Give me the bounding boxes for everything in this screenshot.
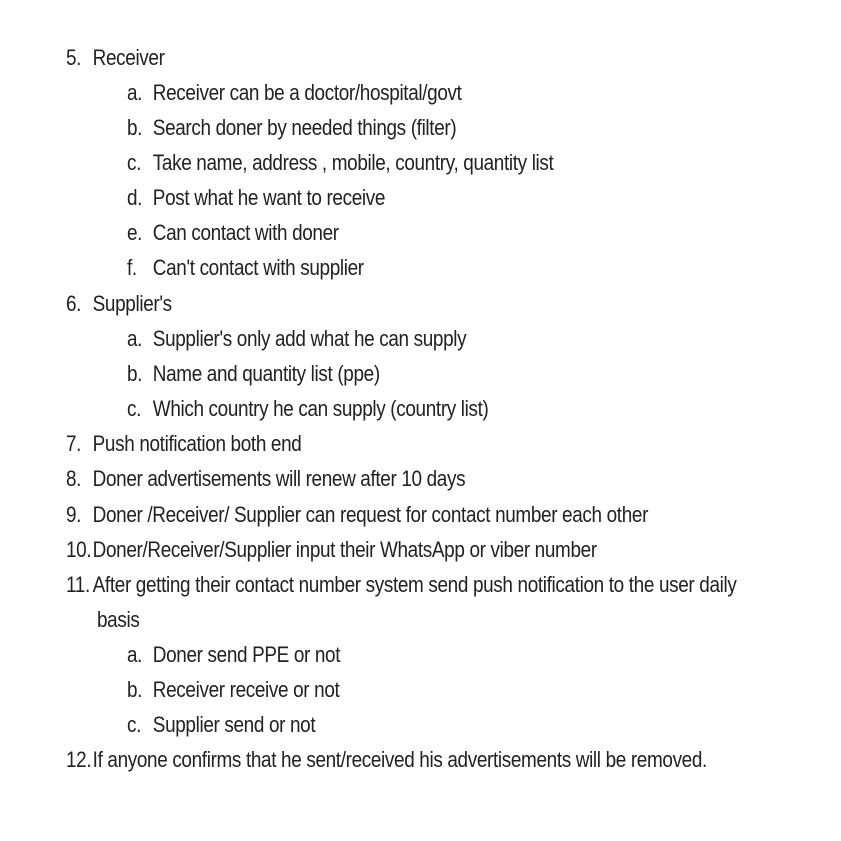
- sub-letter: d.: [127, 185, 143, 210]
- list-item-7: [66, 430, 301, 458]
- list-item-6: [66, 290, 172, 318]
- list-item-text: Doner advertisements will renew after 10 days: [92, 466, 466, 491]
- sub-letter: b.: [127, 677, 143, 702]
- list-item-8: [66, 465, 465, 493]
- list-item-text: Supplier's: [92, 291, 172, 316]
- list-item-text: After getting their contact number system send push notification to the user daily: [92, 572, 737, 597]
- list-item-text: If anyone confirms that he sent/received his advertisements will be removed.: [92, 747, 707, 772]
- list-number: 10.: [66, 537, 92, 562]
- list-item-12: [66, 746, 707, 774]
- sub-item-5d: [127, 184, 385, 212]
- list-number: 12.: [66, 747, 92, 772]
- sub-item-11b: [127, 676, 339, 704]
- sub-letter: f.: [127, 255, 137, 280]
- list-item-text: Receiver: [92, 45, 165, 70]
- sub-item-11c: [127, 711, 315, 739]
- list-item-text: Doner/Receiver/Supplier input their WhatsApp or viber number: [92, 537, 597, 562]
- sub-item-6c: [127, 395, 489, 423]
- list-item-9: [66, 501, 648, 529]
- sub-item-text: Supplier's only add what he can supply: [152, 326, 467, 351]
- list-number: 9.: [66, 502, 82, 527]
- sub-item-5f: [127, 254, 364, 282]
- list-number: 5.: [66, 45, 82, 70]
- sub-letter: e.: [127, 220, 143, 245]
- list-item-10: [66, 536, 597, 564]
- sub-item-text: Name and quantity list (ppe): [152, 361, 380, 386]
- list-item-text: Push notification both end: [92, 431, 302, 456]
- sub-letter: c.: [127, 150, 142, 175]
- sub-item-6a: [127, 325, 466, 353]
- list-item-5: [66, 44, 165, 72]
- sub-letter: b.: [127, 361, 143, 386]
- sub-item-text: Doner send PPE or not: [152, 642, 341, 667]
- sub-item-text: Take name, address , mobile, country, quantity list: [152, 150, 554, 175]
- sub-letter: c.: [127, 712, 142, 737]
- sub-item-text: Which country he can supply (country list): [152, 396, 489, 421]
- sub-item-5b: [127, 114, 456, 142]
- sub-item-5a: [127, 79, 462, 107]
- list-item-text-continuation: basis: [97, 607, 140, 632]
- sub-letter: a.: [127, 80, 143, 105]
- sub-item-text: Can't contact with supplier: [152, 255, 364, 280]
- cut-off-text-line: [130, 0, 600, 6]
- list-number: 7.: [66, 431, 82, 456]
- sub-item-text: Can contact with doner: [152, 220, 339, 245]
- sub-letter: a.: [127, 326, 143, 351]
- sub-letter: a.: [127, 642, 143, 667]
- sub-item-5e: [127, 219, 339, 247]
- sub-letter: b.: [127, 115, 143, 140]
- sub-item-text: Post what he want to receive: [152, 185, 386, 210]
- list-number: 6.: [66, 291, 82, 316]
- list-item-11: [66, 571, 736, 599]
- sub-item-text: Receiver can be a doctor/hospital/govt: [152, 80, 462, 105]
- sub-item-6b: [127, 360, 380, 388]
- sub-item-text: Receiver receive or not: [152, 677, 340, 702]
- sub-item-text: Search doner by needed things (filter): [152, 115, 457, 140]
- sub-item-5c: [127, 149, 553, 177]
- list-number: 11.: [66, 572, 90, 597]
- list-number: 8.: [66, 466, 82, 491]
- list-item-11-continuation: [97, 606, 139, 634]
- list-item-text: Doner /Receiver/ Supplier can request for contact number each other: [92, 502, 649, 527]
- sub-item-11a: [127, 641, 340, 669]
- sub-letter: c.: [127, 396, 142, 421]
- sub-item-text: Supplier send or not: [152, 712, 316, 737]
